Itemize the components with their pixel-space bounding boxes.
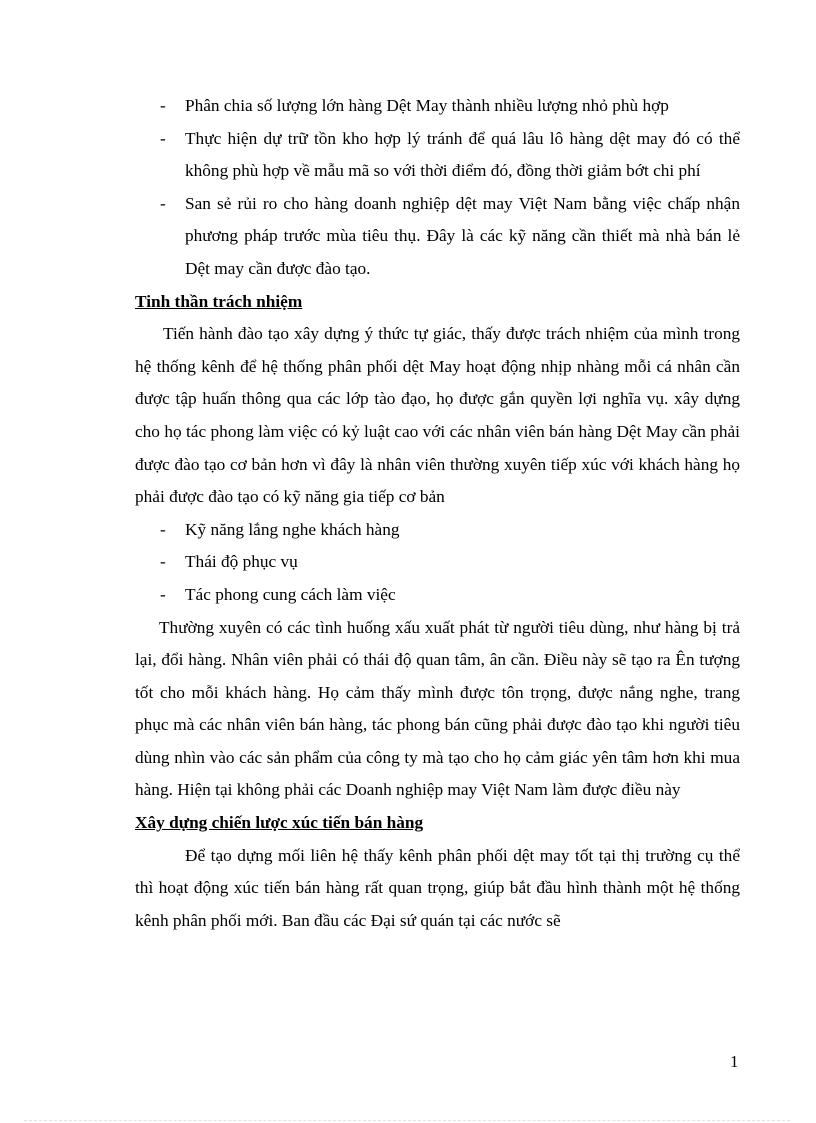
page-number: 1	[730, 1052, 739, 1071]
paragraph-responsibility: Tiến hành đào tạo xây dựng ý thức tự giác, thấy được trách nhiệm của mình trong hệ thống kênh để hệ thống phân phối dệt May hoạt động nhịp nhàng mỗi cá nhân cần được tập huấn thông qua các lớp tào đạo, họ được gắn quyền lợi nghĩa vụ. xây dựng cho họ tác phong làm việc có kỷ luật cao với các nhân viên bán hàng Dệt May cần phải được đào tạo cơ bản hơn vì đây là nhân viên thường xuyên tiếp xúc với khách hàng họ phải được đào tạo có kỹ năng gia tiếp cơ bản	[135, 324, 740, 507]
bullet-item	[135, 514, 740, 547]
bullet-text: San sẻ rủi ro cho hàng doanh nghiệp dệt may Việt Nam bằng việc chấp nhận phương pháp trước mùa tiêu thụ. Đây là các kỹ năng cần thiết mà nhà bán lẻ Dệt may cần được đào tạo.	[185, 193, 740, 278]
bullet-item	[135, 123, 740, 188]
bullet-item	[135, 90, 740, 123]
bullet-text: Tác phong cung cách làm việc	[185, 584, 396, 604]
bullet-item	[135, 546, 740, 579]
bullet-dash: -	[160, 552, 166, 572]
bullet-dash: -	[160, 193, 166, 213]
bullet-item	[135, 188, 740, 286]
paragraph-situations: Thường xuyên có các tình huống xấu xuất phát từ người tiêu dùng, như hàng bị trả lại, đổi hàng. Nhân viên phải có thái độ quan tâm, ân cần. Điều này sẽ tạo ra Ên tượng tốt cho mỗi khách hàng. Họ cảm thấy mình được tôn trọng, được nắng nghe, trang phục mà các nhân viên bán hàng, tác phong bán cũng phải được đào tạo khi người tiêu dùng nhìn vào các sản phẩm của công ty mà tạo cho họ cảm giác yên tâm hơn khi mua hàng. Hiện tại không phải các Doanh nghiệp may Việt Nam làm được điều này	[135, 617, 740, 800]
page-bottom-border	[24, 1120, 790, 1121]
bullet-dash: -	[160, 128, 166, 148]
bullet-dash: -	[160, 96, 166, 115]
section-heading-promotion: Xây dựng chiến lược xúc tiến bán hàng	[135, 813, 424, 833]
paragraph-promotion: Để tạo dựng mối liên hệ thấy kênh phân phối dệt may tốt tại thị trường cụ thể thì hoạt động xúc tiến bán hàng rất quan trọng, giúp bắt đầu hình thành một hệ thống kênh phân phối mới. Ban đầu các Đại sứ quán tại các nước sẽ	[135, 845, 740, 930]
bullet-text: Phân chia số lượng lớn hàng Dệt May thành nhiều lượng nhỏ phù hợp	[185, 96, 669, 115]
bullet-text: Thái độ phục vụ	[185, 552, 298, 572]
bullet-text: Thực hiện dự trữ tồn kho hợp lý tránh để quá lâu lô hàng dệt may đó có thể không phù hợp về mẫu mã so với thời điểm đó, đồng thời giảm bớt chi phí	[185, 128, 740, 181]
bullet-item	[135, 579, 740, 612]
section-heading-responsibility: Tinh thần trách nhiệm	[135, 291, 303, 311]
bullet-dash: -	[160, 519, 166, 539]
bullet-text: Kỹ năng lắng nghe khách hàng	[185, 519, 400, 539]
document-body	[135, 90, 740, 937]
bullet-dash: -	[160, 584, 166, 604]
